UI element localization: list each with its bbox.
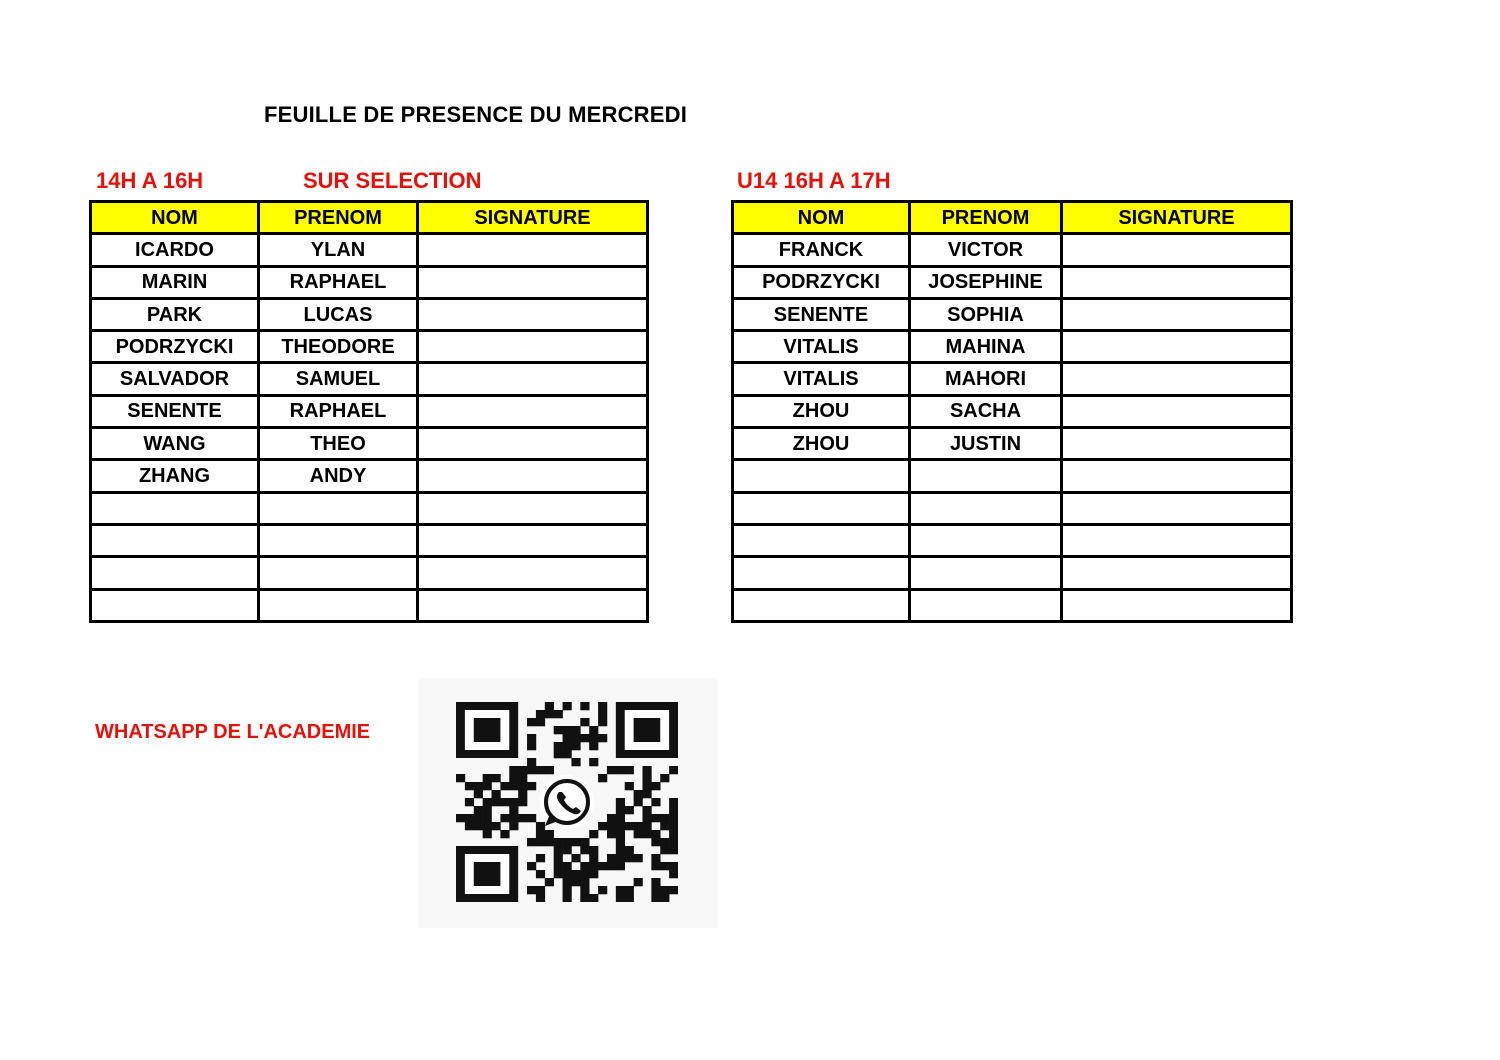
table-row	[733, 331, 1292, 363]
cell-prenom: ANDY	[259, 460, 418, 492]
cell-nom	[91, 524, 259, 556]
table-row	[733, 428, 1292, 460]
cell-signature[interactable]	[418, 492, 648, 524]
table-row	[91, 557, 648, 589]
header-nom: NOM	[733, 202, 910, 234]
table-body	[91, 234, 648, 622]
cell-nom	[733, 524, 910, 556]
cell-nom: PODRZYCKI	[733, 266, 910, 298]
cell-signature[interactable]	[418, 428, 648, 460]
cell-nom: FRANCK	[733, 234, 910, 266]
cell-signature[interactable]	[418, 524, 648, 556]
header-nom: NOM	[91, 202, 259, 234]
header-prenom: PRENOM	[259, 202, 418, 234]
table-row	[733, 492, 1292, 524]
cell-signature[interactable]	[418, 331, 648, 363]
cell-prenom: RAPHAEL	[259, 266, 418, 298]
attendance-table-left	[89, 200, 649, 623]
table-row	[91, 363, 648, 395]
cell-nom: PARK	[91, 298, 259, 330]
cell-nom	[733, 557, 910, 589]
cell-signature[interactable]	[418, 298, 648, 330]
cell-prenom	[259, 524, 418, 556]
table-row	[91, 298, 648, 330]
cell-prenom: YLAN	[259, 234, 418, 266]
cell-signature[interactable]	[1062, 589, 1292, 621]
whatsapp-label: WHATSAPP DE L'ACADEMIE	[95, 721, 371, 743]
cell-nom	[733, 460, 910, 492]
table-row	[91, 524, 648, 556]
cell-nom: WANG	[91, 428, 259, 460]
table-row	[733, 266, 1292, 298]
cell-nom	[91, 589, 259, 621]
cell-prenom: VICTOR	[910, 234, 1062, 266]
table-row	[733, 524, 1292, 556]
cell-prenom: SACHA	[910, 395, 1062, 427]
table-row	[733, 395, 1292, 427]
cell-signature[interactable]	[1062, 298, 1292, 330]
cell-prenom	[259, 492, 418, 524]
header-prenom: PRENOM	[910, 202, 1062, 234]
left-selection-label: SUR SELECTION	[303, 168, 482, 193]
cell-nom: SENENTE	[91, 395, 259, 427]
cell-nom: MARIN	[91, 266, 259, 298]
cell-signature[interactable]	[1062, 524, 1292, 556]
cell-signature[interactable]	[418, 557, 648, 589]
cell-prenom	[259, 589, 418, 621]
table-row	[91, 460, 648, 492]
cell-nom: VITALIS	[733, 363, 910, 395]
table-row	[733, 234, 1292, 266]
table-row	[91, 266, 648, 298]
header-signature: SIGNATURE	[418, 202, 648, 234]
table-row	[733, 557, 1292, 589]
cell-nom: ZHOU	[733, 395, 910, 427]
cell-signature[interactable]	[1062, 395, 1292, 427]
table-row	[91, 234, 648, 266]
cell-prenom	[259, 557, 418, 589]
cell-signature[interactable]	[1062, 266, 1292, 298]
table-row	[733, 589, 1292, 621]
cell-signature[interactable]	[1062, 460, 1292, 492]
cell-signature[interactable]	[418, 395, 648, 427]
table-row	[91, 331, 648, 363]
cell-signature[interactable]	[418, 266, 648, 298]
cell-prenom: MAHINA	[910, 331, 1062, 363]
cell-prenom: MAHORI	[910, 363, 1062, 395]
table-row	[733, 460, 1292, 492]
page-title: FEUILLE DE PRESENCE DU MERCREDI	[264, 102, 688, 127]
table-row	[91, 589, 648, 621]
cell-prenom: SOPHIA	[910, 298, 1062, 330]
cell-prenom	[910, 589, 1062, 621]
cell-nom	[733, 492, 910, 524]
cell-signature[interactable]	[1062, 363, 1292, 395]
cell-signature[interactable]	[1062, 428, 1292, 460]
cell-prenom: RAPHAEL	[259, 395, 418, 427]
table-header-row	[733, 202, 1292, 234]
table-body	[733, 234, 1292, 622]
cell-signature[interactable]	[1062, 234, 1292, 266]
table-row	[91, 492, 648, 524]
cell-nom	[91, 492, 259, 524]
cell-prenom	[910, 492, 1062, 524]
qr-code-icon	[456, 702, 678, 902]
right-time-label: U14 16H A 17H	[737, 168, 891, 193]
cell-nom: SENENTE	[733, 298, 910, 330]
cell-prenom: THEO	[259, 428, 418, 460]
cell-prenom: THEODORE	[259, 331, 418, 363]
cell-nom: VITALIS	[733, 331, 910, 363]
table-row	[91, 395, 648, 427]
cell-prenom: JOSEPHINE	[910, 266, 1062, 298]
cell-nom: ZHOU	[733, 428, 910, 460]
cell-nom	[733, 589, 910, 621]
cell-signature[interactable]	[418, 589, 648, 621]
cell-nom	[91, 557, 259, 589]
cell-nom: PODRZYCKI	[91, 331, 259, 363]
cell-prenom	[910, 557, 1062, 589]
cell-prenom: JUSTIN	[910, 428, 1062, 460]
cell-signature[interactable]	[418, 234, 648, 266]
whatsapp-qr-code	[418, 678, 718, 928]
cell-prenom: SAMUEL	[259, 363, 418, 395]
cell-signature[interactable]	[1062, 557, 1292, 589]
cell-signature[interactable]	[1062, 331, 1292, 363]
left-time-label: 14H A 16H	[96, 168, 204, 193]
cell-signature[interactable]	[1062, 492, 1292, 524]
cell-signature[interactable]	[418, 363, 648, 395]
cell-prenom: LUCAS	[259, 298, 418, 330]
table-row	[91, 428, 648, 460]
cell-nom: ZHANG	[91, 460, 259, 492]
cell-nom: SALVADOR	[91, 363, 259, 395]
cell-prenom	[910, 524, 1062, 556]
attendance-table-right	[731, 200, 1293, 623]
table-header-row	[91, 202, 648, 234]
table-row	[733, 298, 1292, 330]
table-row	[733, 363, 1292, 395]
cell-signature[interactable]	[418, 460, 648, 492]
cell-prenom	[910, 460, 1062, 492]
header-signature: SIGNATURE	[1062, 202, 1292, 234]
cell-nom: ICARDO	[91, 234, 259, 266]
